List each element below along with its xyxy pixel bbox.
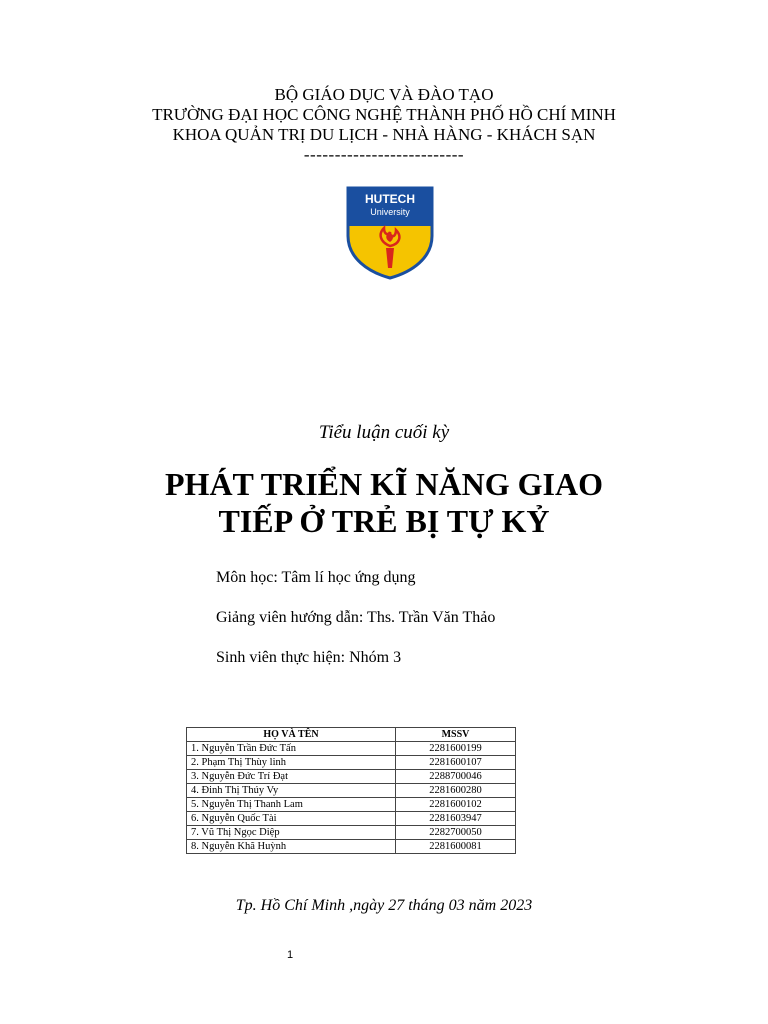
table-header-row [187,728,516,742]
table-row [187,826,516,840]
member-name: 8. Nguyễn Khã Huỳnh [187,840,396,854]
member-id: 2281600107 [396,756,516,770]
member-id: 2281600199 [396,742,516,756]
table-row [187,756,516,770]
header-divider: -------------------------- [303,145,465,164]
members-table [186,727,516,854]
member-id: 2281600081 [396,840,516,854]
member-id: 2281603947 [396,812,516,826]
place-and-date: Tp. Hồ Chí Minh ,ngày 27 tháng 03 năm 2023 [235,897,533,914]
table-row [187,840,516,854]
table-row [187,742,516,756]
member-name: 6. Nguyễn Quốc Tài [187,812,396,826]
column-header-name: HỌ VÀ TÊN [187,728,396,742]
faculty-line: KHOA QUẢN TRỊ DU LỊCH - NHÀ HÀNG - KHÁCH SẠN [172,125,596,144]
page-number: 1 [287,949,294,961]
logo-text-university: University [370,207,410,217]
university-line: TRƯỜNG ĐẠI HỌC CÔNG NGHỆ THÀNH PHỐ HỒ CHÍ MINH [152,105,616,124]
subject-line: Môn học: Tâm lí học ứng dụng [216,569,416,586]
member-name: 3. Nguyễn Đức Trí Đạt [187,770,396,784]
title-line-1: PHÁT TRIỂN KĨ NĂNG GIAO [165,466,603,502]
table-row [187,784,516,798]
member-name: 2. Phạm Thị Thùy linh [187,756,396,770]
logo-text-hutech: HUTECH [365,192,415,206]
member-name: 4. Đinh Thị Thúy Vy [187,784,396,798]
students-line: Sinh viên thực hiện: Nhóm 3 [216,649,402,666]
document-type: Tiểu luận cuối kỳ [318,422,450,443]
institution-header [0,85,768,165]
title-line-2: TIẾP Ở TRẺ BỊ TỰ KỶ [218,503,550,539]
table-row [187,812,516,826]
hutech-logo-icon [346,186,434,280]
document-title [0,466,768,540]
table-row [187,770,516,784]
member-id: 2281600102 [396,798,516,812]
member-name: 1. Nguyễn Trần Đức Tấn [187,742,396,756]
member-name: 5. Nguyễn Thị Thanh Lam [187,798,396,812]
table-row [187,798,516,812]
member-id: 2281600280 [396,784,516,798]
member-name: 7. Vũ Thị Ngọc Diệp [187,826,396,840]
member-id: 2288700046 [396,770,516,784]
lecturer-line: Giảng viên hướng dẫn: Ths. Trần Văn Thảo [216,609,496,626]
column-header-student-id: MSSV [396,728,516,742]
ministry-line: BỘ GIÁO DỤC VÀ ĐÀO TẠO [274,85,494,104]
member-id: 2282700050 [396,826,516,840]
